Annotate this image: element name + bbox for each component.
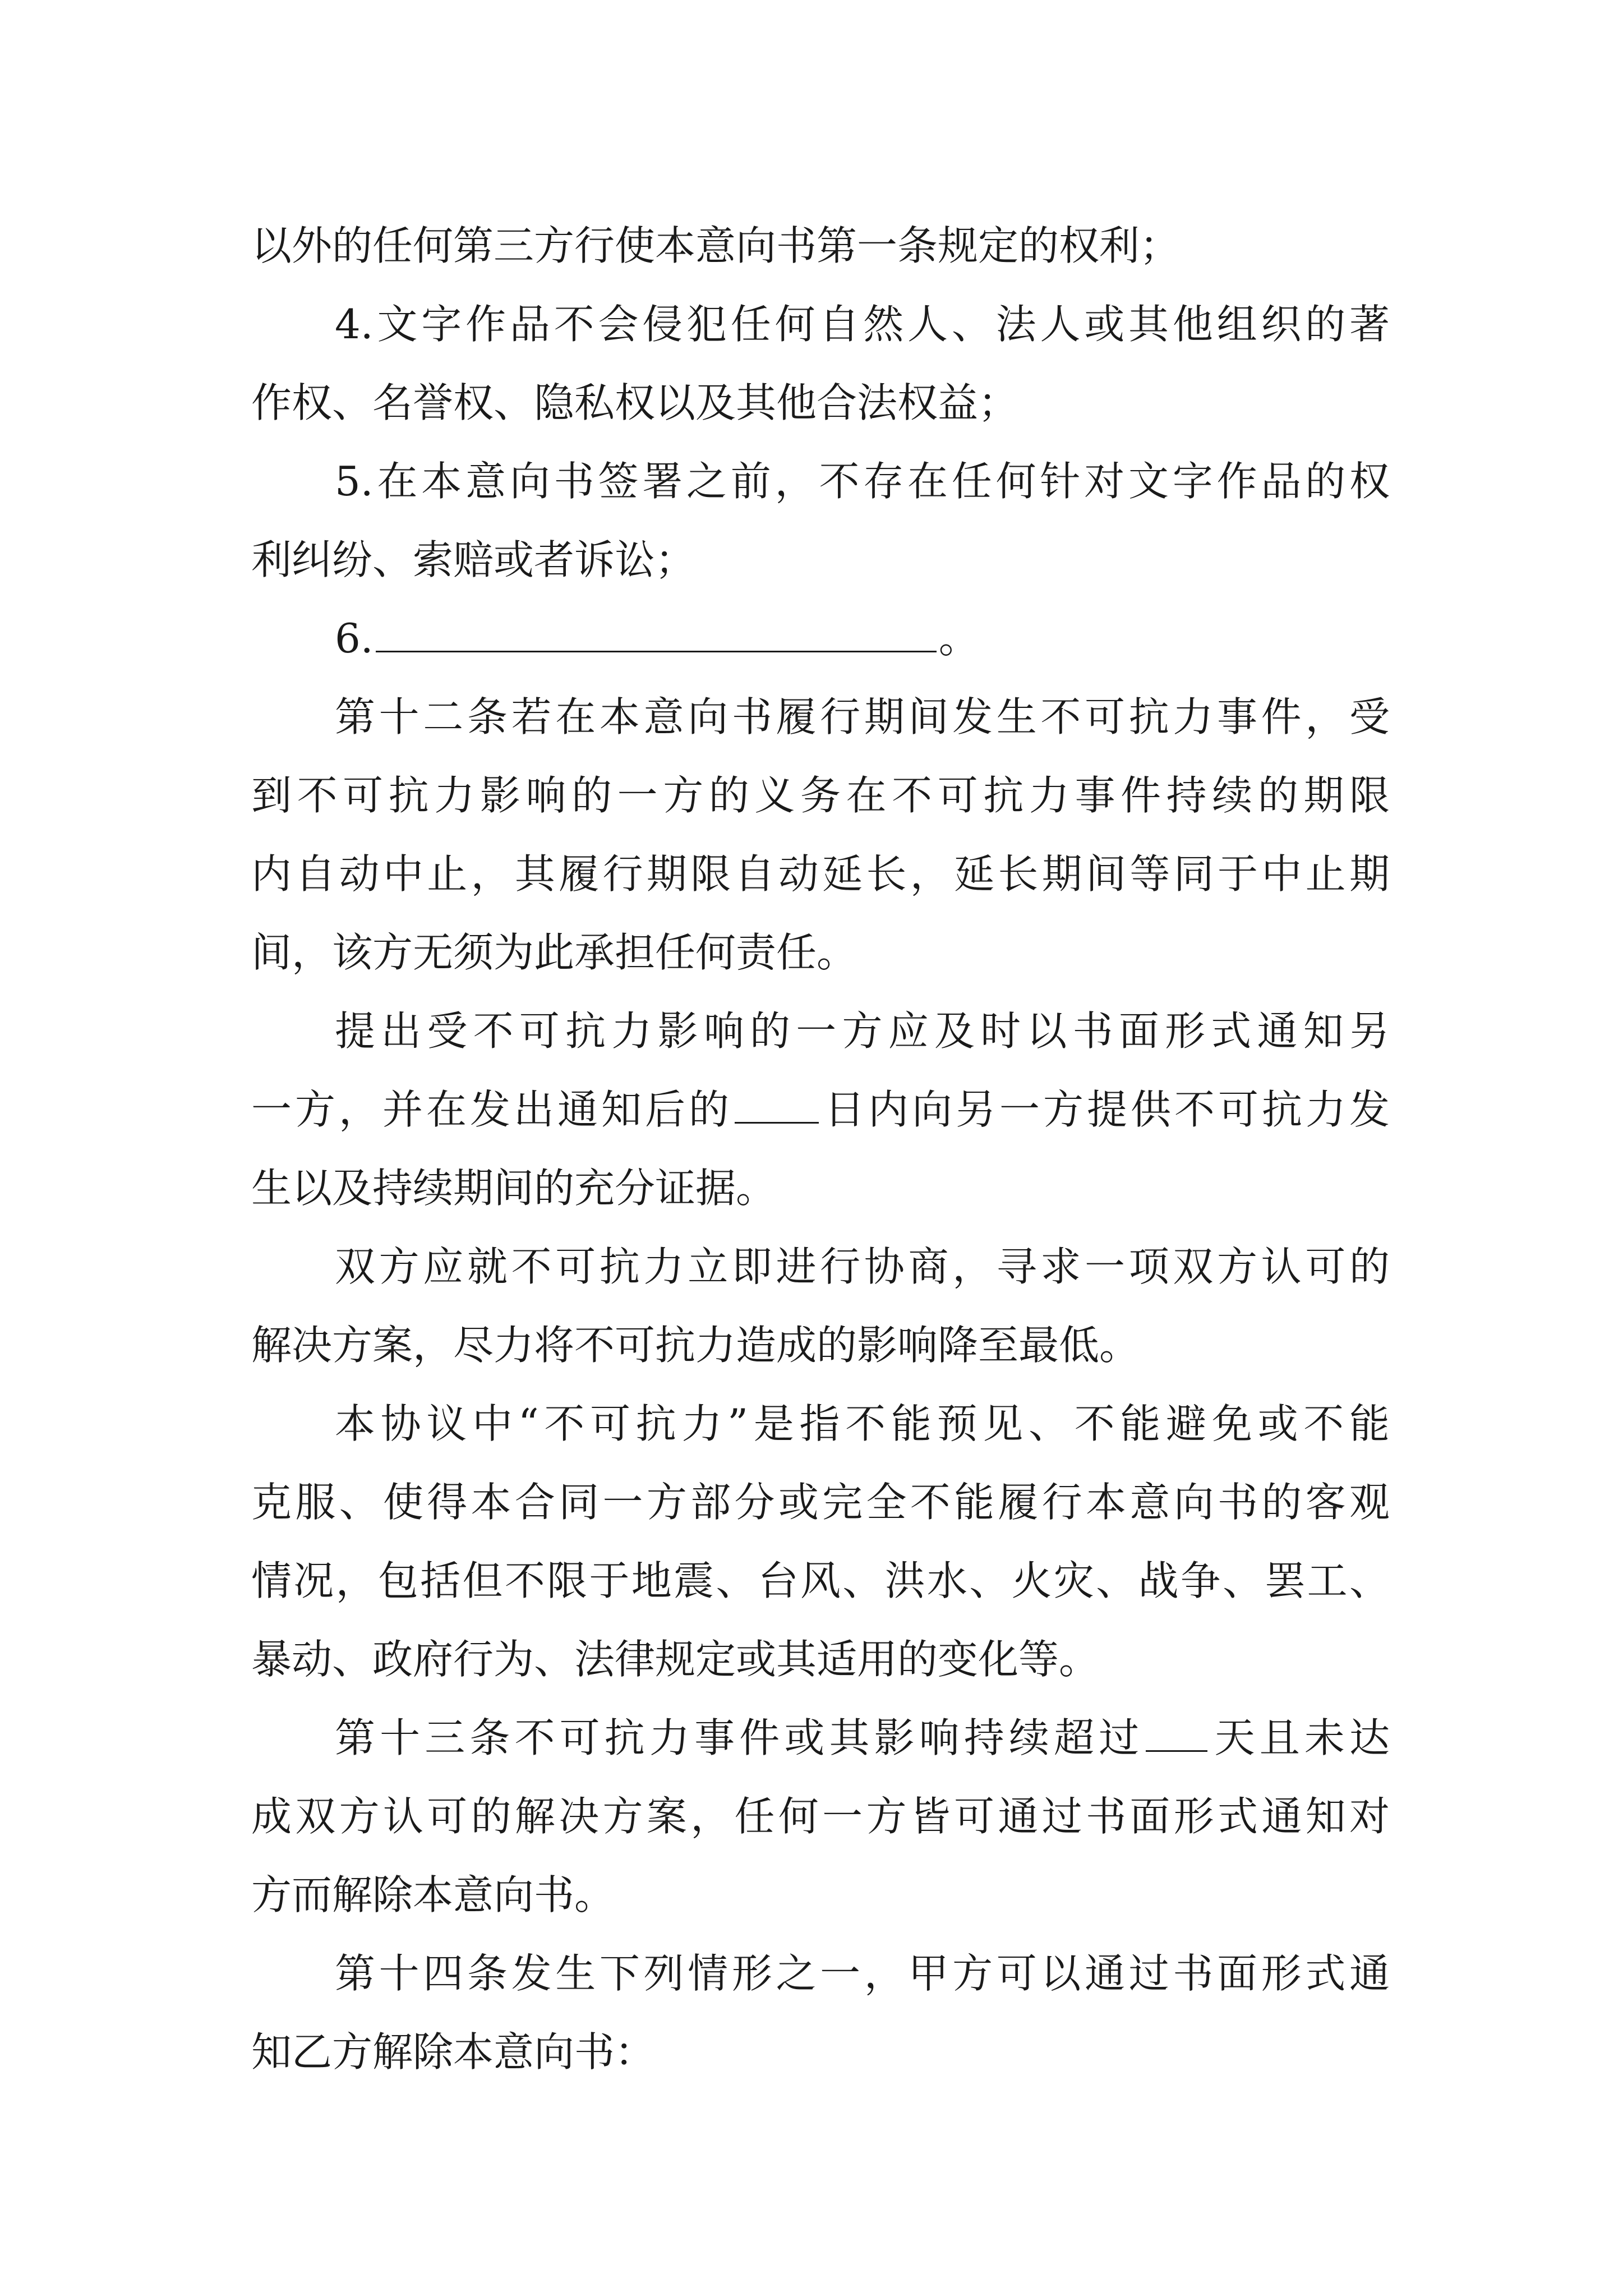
text-line: 作权、名誉权、隐私权以及其他合法权益； [251,379,1019,426]
text-line: 情况，包括但不限于地震、台风、洪水、火灾、战争、罢工、 [251,1557,1390,1604]
text-line: 第十四条发生下列情形之一，甲方可以通过书面形式通 [335,1950,1390,1997]
fill-in-blank[interactable] [376,618,937,652]
text-line: 以外的任何第三方行使本意向书第一条规定的权利； [251,222,1181,269]
text-line [251,1076,1390,1143]
text-line: 成双方认可的解决方案，任何一方皆可通过书面形式通知对 [251,1793,1390,1840]
text-fragment: 天且未达 [1210,1714,1390,1761]
text-line: 解决方案，尽力将不可抗力造成的影响降至最低。 [251,1322,1140,1369]
text-line: 4.文字作品不会侵犯任何自然人、法人或其他组织的著 [335,301,1390,348]
text-line: 暴动、政府行为、法律规定或其适用的变化等。 [251,1636,1100,1683]
text-fragment: 第十三条不可抗力事件或其影响持续超过 [335,1714,1144,1761]
text-line: 第十二条若在本意向书履行期间发生不可抗力事件，受 [335,693,1390,740]
text-line: 间，该方无须为此承担任何责任。 [251,929,857,976]
item-number: 6. [335,615,374,662]
text-line: 到不可抗力影响的一方的义务在不可抗力事件持续的期限 [251,772,1390,819]
text-line: 方而解除本意向书。 [251,1871,615,1918]
text-line: 利纠纷、索赔或者诉讼； [251,536,696,583]
text-fragment: 。 [938,615,979,662]
text-line [335,605,1390,672]
text-line [335,1704,1390,1772]
text-line: 克服、使得本合同一方部分或完全不能履行本意向书的客观 [251,1479,1390,1526]
text-line: 知乙方解除本意向书： [251,2028,656,2076]
text-fragment: 日内向另一方提供不可抗力发 [821,1086,1390,1133]
text-fragment: 一方，并在发出通知后的 [251,1086,732,1133]
text-line: 提出受不可抗力影响的一方应及时以书面形式通知另 [335,1007,1390,1055]
text-line: 5.在本意向书签署之前，不存在任何针对文字作品的权 [335,458,1390,505]
text-line: 本协议中“不可抗力”是指不能预见、不能避免或不能 [335,1400,1390,1447]
fill-in-blank[interactable] [735,1089,819,1124]
text-line: 生以及持续期间的充分证据。 [251,1165,777,1212]
fill-in-blank[interactable] [1146,1718,1207,1752]
text-line: 双方应就不可抗力立即进行协商，寻求一项双方认可的 [335,1243,1390,1290]
text-line: 内自动中止，其履行期限自动延长，延长期间等同于中止期 [251,850,1390,898]
